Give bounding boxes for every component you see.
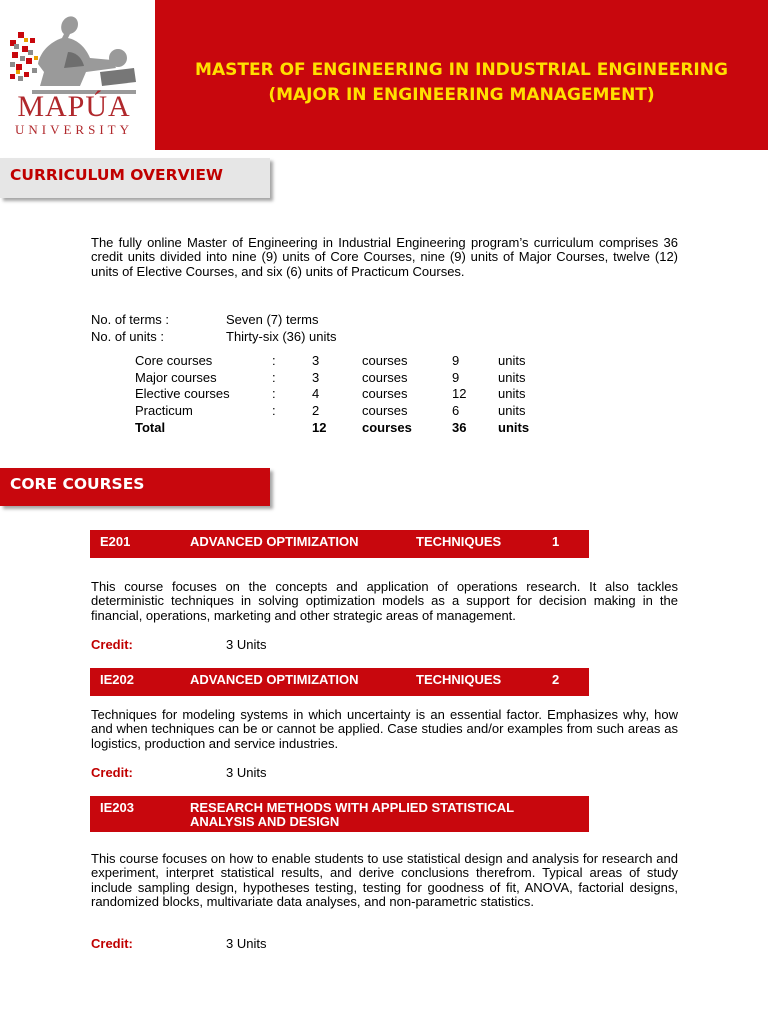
units-table-row	[135, 419, 529, 436]
title-line-1: MASTER OF ENGINEERING IN INDUSTRIAL ENGINEERING	[195, 60, 728, 80]
section-heading-core-label: CORE COURSES	[10, 475, 145, 493]
units-table-cell-uw: units	[498, 369, 526, 385]
terms-value: Seven (7) terms	[226, 312, 319, 327]
overview-paragraph: The fully online Master of Engineering in Industrial Engineering program’s curriculum comprises 36 credit units divided into nine (9) units of Core Courses, nine (9) units of Major Courses, twelve (12) units of Elective Courses, and six (6) units of Practicum Courses.	[91, 235, 678, 279]
credit-value: 3 Units	[226, 936, 267, 951]
units-table-cell-units: 9	[452, 352, 460, 368]
units-table-cell-sep: :	[272, 352, 276, 368]
credit-label: Credit:	[91, 637, 133, 652]
units-table-cell-name: Elective courses	[135, 386, 230, 402]
units-table-cell-units: 36	[452, 420, 467, 436]
course-title-line-1: RESEARCH METHODS WITH APPLIED STATISTICAL	[190, 800, 515, 815]
header-banner	[155, 0, 768, 150]
units-table-cell-sep: :	[272, 403, 276, 419]
units-table-cell-units: 6	[452, 403, 460, 419]
units-table-row	[135, 402, 529, 419]
units-table-row	[135, 369, 529, 386]
units-table-row	[135, 386, 529, 403]
units-table-cell-count: 12	[312, 420, 327, 436]
units-table-cell-count: 4	[312, 386, 320, 402]
units-table-cell-units: 12	[452, 386, 467, 402]
course-code: E201	[100, 534, 131, 549]
course-title-part: TECHNIQUES	[416, 672, 502, 687]
units-table-cell-cw: courses	[362, 403, 408, 419]
units-breakdown-table	[135, 352, 529, 436]
units-table-cell-name: Core courses	[135, 352, 213, 368]
logo-subtitle: UNIVERSITY	[15, 122, 133, 137]
course-bar-ie201	[90, 530, 589, 558]
credit-label: Credit:	[91, 765, 133, 780]
section-heading-overview-label: CURRICULUM OVERVIEW	[10, 166, 224, 184]
terms-row	[91, 311, 318, 328]
course-code: IE203	[100, 800, 134, 815]
units-table-cell-sep: :	[272, 369, 276, 385]
units-table-cell-cw: courses	[362, 386, 408, 402]
units-table-cell-uw: units	[498, 420, 530, 436]
units-table-cell-name: Practicum	[135, 403, 193, 419]
course-title	[190, 801, 514, 829]
units-table-cell-name: Major courses	[135, 369, 217, 385]
course-title: ADVANCED OPTIMIZATION	[190, 534, 359, 549]
units-table-cell-uw: units	[498, 386, 526, 402]
units-table-cell-uw: units	[498, 352, 526, 368]
units-table-cell-uw: units	[498, 403, 526, 419]
units-table-cell-name: Total	[135, 420, 166, 436]
credit-label: Credit:	[91, 936, 133, 951]
units-table-cell-cw: courses	[362, 420, 412, 436]
logo-emblem-icon	[8, 12, 138, 96]
credit-value: 3 Units	[226, 637, 267, 652]
units-table-cell-count: 3	[312, 369, 320, 385]
units-table-cell-cw: courses	[362, 352, 408, 368]
course-bar-ie202	[90, 668, 589, 696]
university-logo	[0, 0, 153, 150]
course-title-line-2: ANALYSIS AND DESIGN	[190, 814, 340, 829]
course-number: 2	[552, 672, 560, 687]
course-title: ADVANCED OPTIMIZATION	[190, 672, 359, 687]
page-title	[155, 58, 768, 108]
units-table-cell-cw: courses	[362, 369, 408, 385]
course-title-part: TECHNIQUES	[416, 534, 502, 549]
units-value: Thirty-six (36) units	[226, 329, 337, 344]
course-bar-ie203	[90, 796, 589, 832]
units-table-cell-sep	[272, 419, 312, 436]
units-table-cell-count: 2	[312, 403, 320, 419]
units-label: No. of units :	[91, 329, 164, 344]
course-description: This course focuses on how to enable students to use statistical design and analysis for research and experiment, interpret statistical results, and derive conclusions therefrom. Typical areas of study include sampling design, hypotheses testing, testing for goodness of fit, ANOVA, factorial designs, randomized blocks, multivariate data analyses, and non-parametric statistics.	[91, 851, 678, 909]
section-heading-core	[0, 468, 270, 506]
course-number: 1	[552, 534, 560, 549]
units-table-row	[135, 352, 529, 369]
logo-wordmark: MAPÚA	[17, 90, 131, 123]
course-description: This course focuses on the concepts and application of operations research. It also tackles deterministic techniques in solving optimization models as a support for decision making in the financial, operations, marketing and other strategic areas of management.	[91, 579, 678, 623]
units-table-cell-count: 3	[312, 352, 320, 368]
title-line-2: (MAJOR IN ENGINEERING MANAGEMENT)	[268, 85, 655, 105]
units-table-cell-sep: :	[272, 386, 276, 402]
terms-label: No. of terms :	[91, 312, 170, 327]
credit-value: 3 Units	[226, 765, 267, 780]
units-table-cell-units: 9	[452, 369, 460, 385]
course-description: Techniques for modeling systems in which uncertainty is an essential factor. Emphasizes why, how and when techniques can be or cannot be applied. Case studies and/or examples from such areas as logistics, production and service industries.	[91, 707, 678, 751]
section-heading-overview	[0, 158, 270, 198]
course-code: IE202	[100, 672, 134, 687]
units-row	[91, 328, 337, 345]
